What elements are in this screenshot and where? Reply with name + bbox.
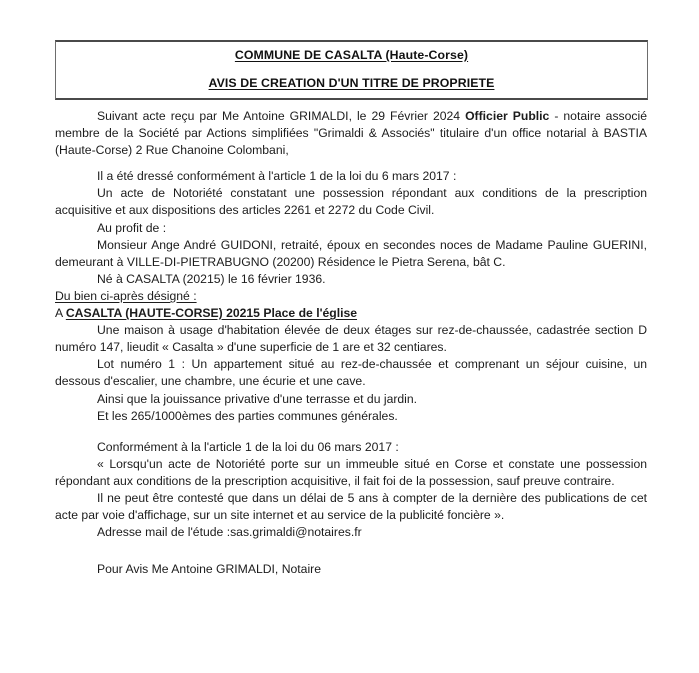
paragraph-description-maison: Une maison à usage d'habitation élevée de deux étages sur rez-de-chaussée, cadastrée section D numéro 147, lieudit « Casalta » d'une superficie de 1 are et 32 centiares. (55, 323, 647, 355)
avis-heading (56, 75, 647, 91)
paragraph-tantiemes: Et les 265/1000èmes des parties communes générales. (97, 408, 398, 423)
paragraph-citation: « Lorsqu'un acte de Notoriété porte sur un immeuble situé en Corse et constate une possession répondant aux conditions de la prescription acquisitive, il fait foi de la possession, sauf preuve contraire. (55, 456, 647, 488)
du-bien-designe-underlined: Du bien ci-après désigné : (55, 288, 197, 303)
adresse-prefix: A (55, 306, 66, 321)
document-body (55, 108, 647, 578)
paragraph-signature: Pour Avis Me Antoine GRIMALDI, Notaire (97, 562, 321, 577)
paragraph-conformement-article: Conformément à la l'article 1 de la loi du 06 mars 2017 : (97, 439, 399, 454)
commune-heading (56, 47, 647, 63)
officier-public-bold: Officier Public (465, 109, 550, 123)
avis-heading-text: AVIS DE CREATION D'UN TITRE DE PROPRIETE (208, 76, 495, 90)
paragraph-adresse-mail: Adresse mail de l'étude :sas.grimaldi@notaires.fr (97, 525, 362, 540)
paragraph-au-profit-de: Au profit de : (97, 220, 167, 235)
commune-heading-text: COMMUNE DE CASALTA (Haute-Corse) (234, 48, 469, 62)
adresse-bien-bold: CASALTA (HAUTE-CORSE) 20215 Place de l'église (65, 306, 358, 321)
paragraph-jouissance: Ainsi que la jouissance privative d'une terrasse et du jardin. (97, 391, 418, 406)
paragraph-acte-notoriete: Un acte de Notoriété constatant une possession répondant aux conditions de la prescription acquisitive et aux dispositions des articles 2261 et 2272 du Code Civil. (55, 186, 647, 218)
spacer (55, 159, 647, 168)
intro-part-1: Suivant acte reçu par Me Antoine GRIMALDI, le 29 Février 2024 (97, 109, 466, 123)
paragraph-lot-numero-1: Lot numéro 1 : Un appartement situé au rez-de-chaussée et comprenant un séjour cuisine, un dessous d'escalier, une chambre, une écurie et une cave. (55, 357, 647, 389)
spacer (55, 425, 647, 439)
paragraph-du-bien-designe (55, 288, 647, 305)
spacer (55, 541, 647, 561)
paragraph-adresse-bien (55, 305, 647, 322)
header-title-box (55, 40, 648, 100)
paragraph-naissance: Né à CASALTA (20215) le 16 février 1936. (97, 271, 326, 286)
paragraph-intro (55, 108, 647, 159)
intro-part-2: - notaire associé membre de la Société par Actions simplifiées "Grimaldi & Associés" titulaire d'un office notarial à BASTIA (Haute-Corse) 2 Rue Chanoine Colombani, (55, 109, 647, 158)
paragraph-contestation: Il ne peut être contesté que dans un délai de 5 ans à compter de la dernière des publications de cet acte par voie d'affichage, sur un site internet et au service de la publicité foncière ». (55, 490, 647, 523)
paragraph-conformement-loi: Il a été dressé conformément à l'article 1 de la loi du 6 mars 2017 : (97, 169, 457, 184)
paragraph-beneficiaire: Monsieur Ange André GUIDONI, retraité, époux en secondes noces de Madame Pauline GUERINI, demeurant à VILLE-DI-PIETRABUGNO (20200) Résidence le Pietra Serena, bât C. (55, 237, 647, 269)
